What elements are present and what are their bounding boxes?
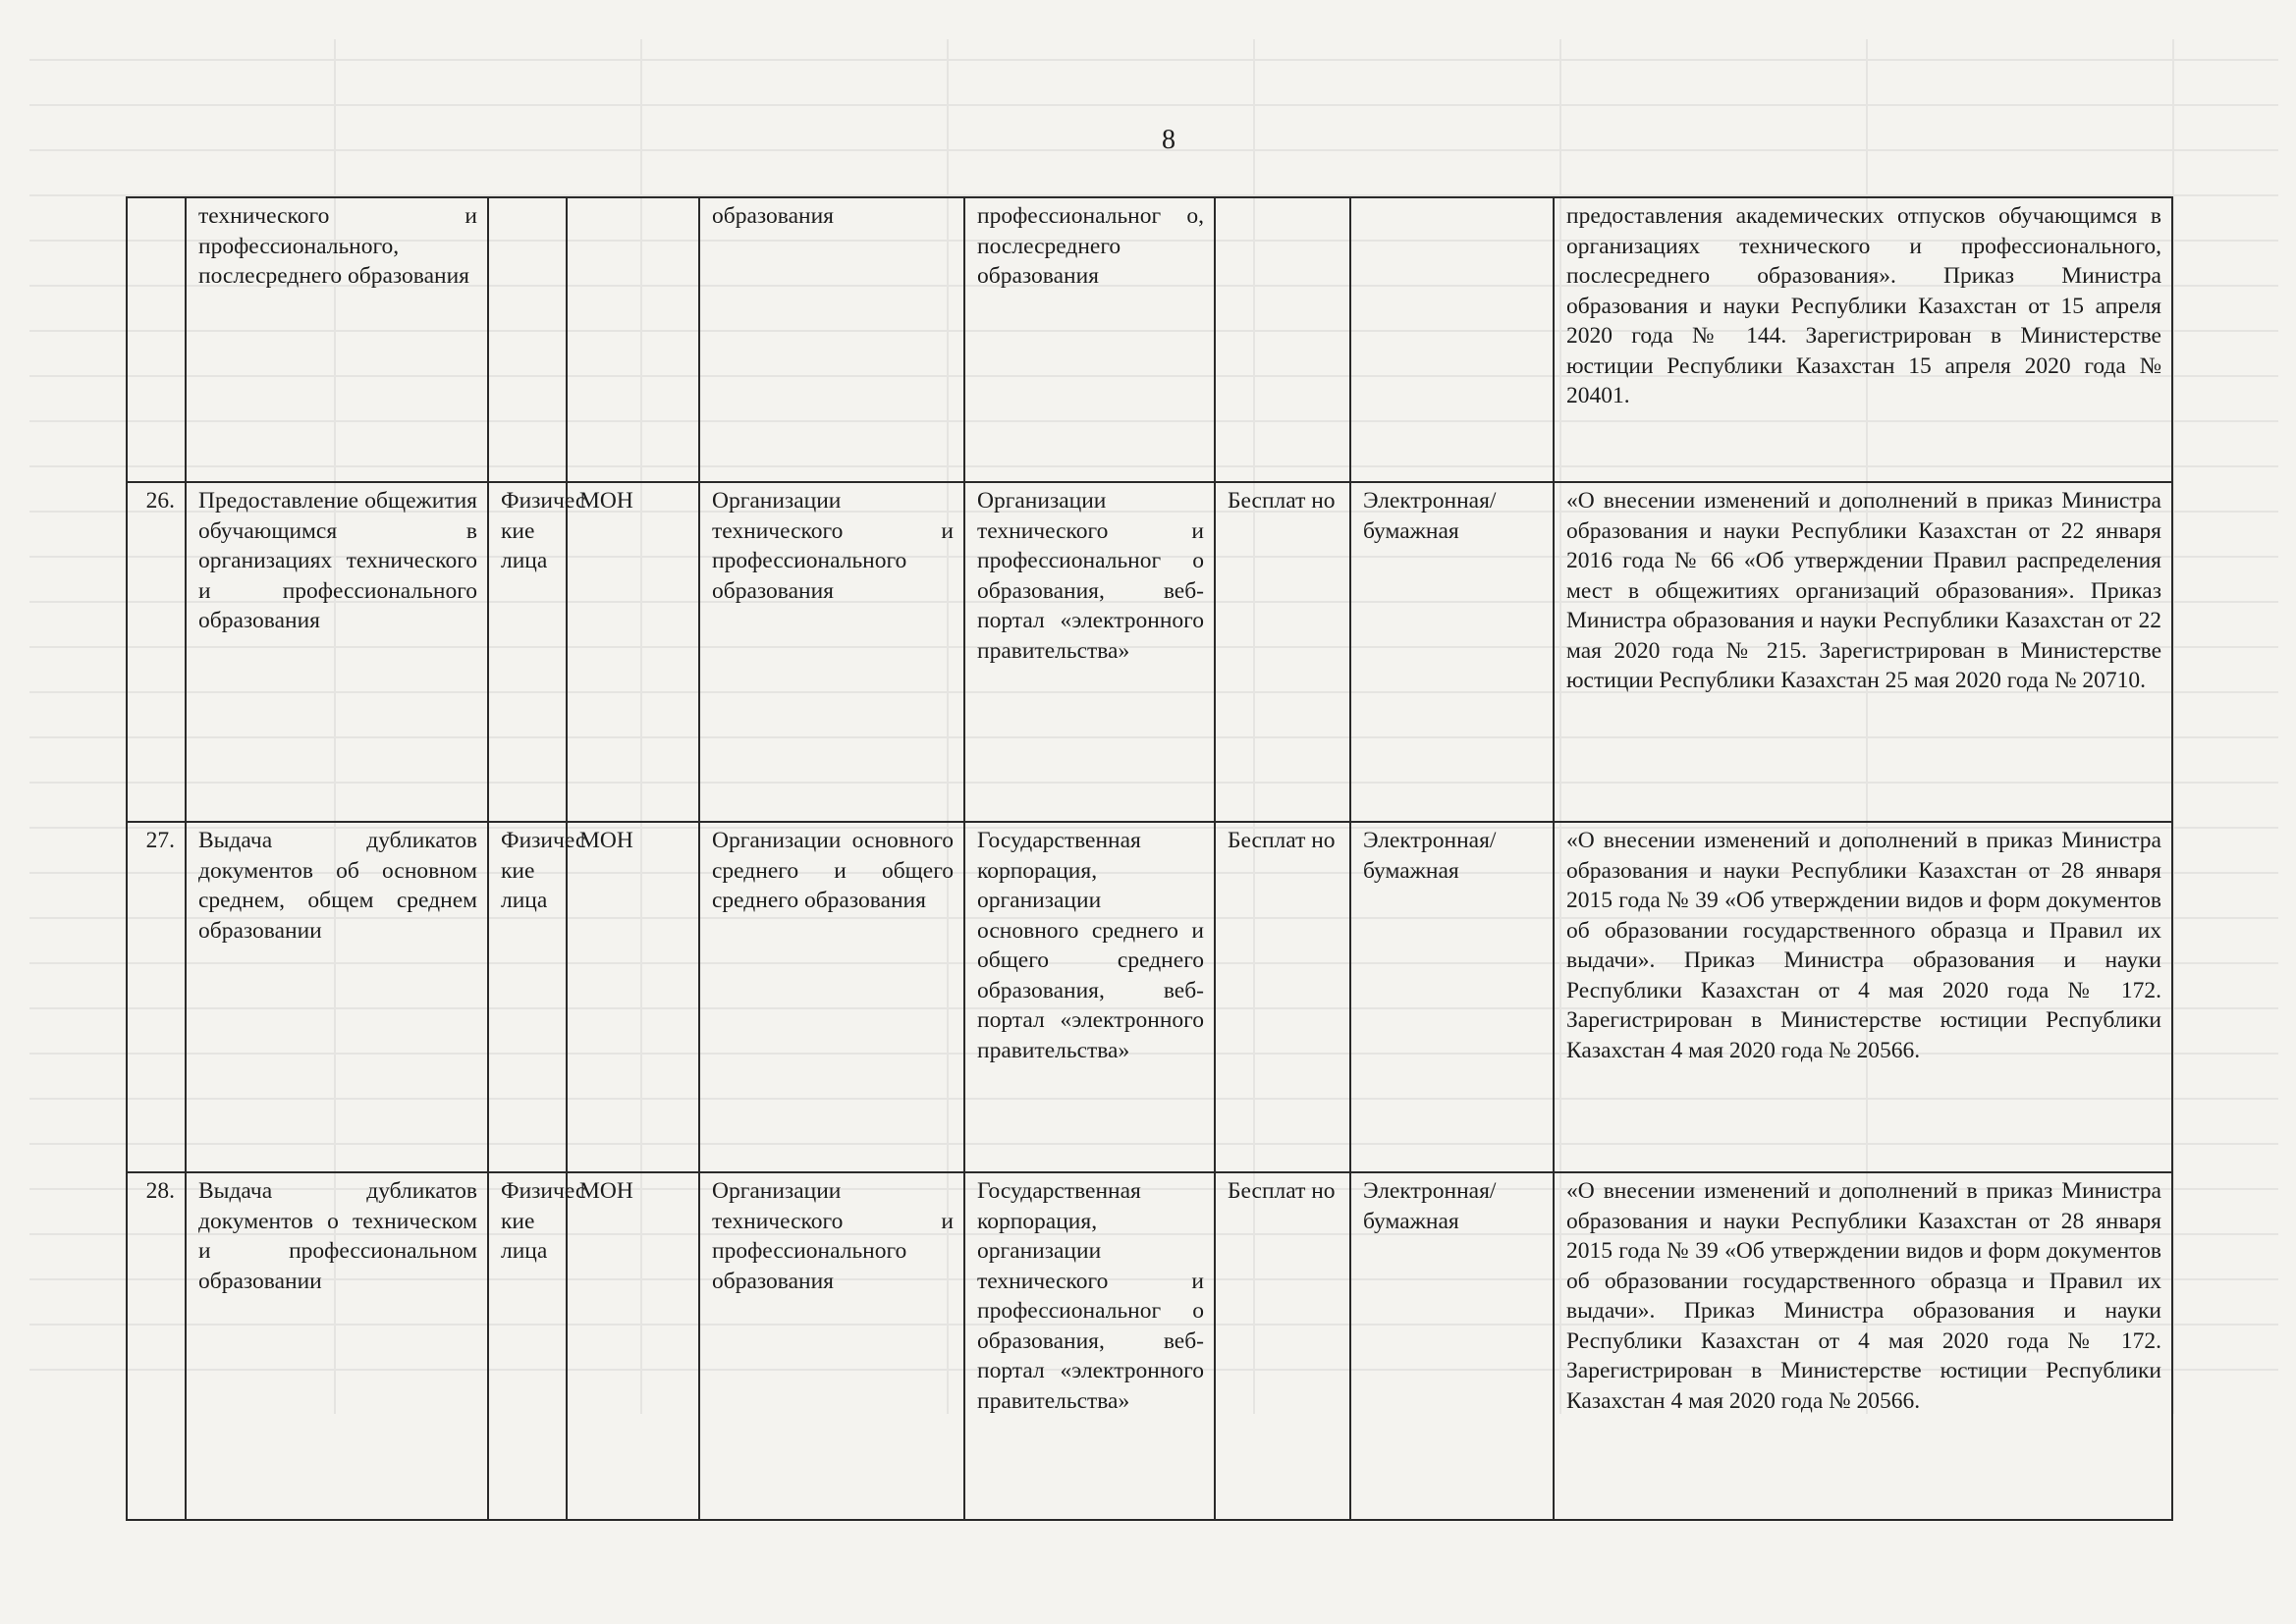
row-number: 28.: [127, 1172, 186, 1520]
legal-basis: «О внесении изменений и дополнений в приказ Министра образования и науки Республики Казахстан от 22 января 2016 года № 66 «Об утверждении Правил распределения мест в общежитиях организаций образования». Приказ Министра образования и науки Республики Казахстан от 22 мая 2020 года № 215. Зарегистрирован в Министерстве юстиции Республики Казахстан 25 мая 2020 года № 20710.: [1554, 482, 2172, 822]
service-cost: Бесплат но: [1215, 822, 1350, 1172]
row-number: [127, 197, 186, 482]
application-acceptance: профессиональног о, послесреднего образования: [964, 197, 1215, 482]
application-acceptance: Государственная корпорация, организации технического и профессиональног о образования, веб-портал «электронного правительства»: [964, 1172, 1215, 1520]
legal-basis: «О внесении изменений и дополнений в приказ Министра образования и науки Республики Казахстан от 28 января 2015 года № 39 «Об утверждении видов и форм документов об образовании государственного образца и Правил их выдачи». Приказ Министра образования и науки Республики Казахстан от 4 мая 2020 года № 172. Зарегистрирован в Министерстве юстиции Республики Казахстан 4 мая 2020 года № 20566.: [1554, 1172, 2172, 1520]
service-name: Предоставление общежития обучающимся в организациях технического и профессионального образования: [186, 482, 488, 822]
responsible-ministry: МОН: [567, 1172, 699, 1520]
service-provider: Организации основного среднего и общего среднего образования: [699, 822, 964, 1172]
service-form: [1350, 197, 1554, 482]
application-acceptance: Организации технического и профессиональног о образования, веб-портал «электронного правительства»: [964, 482, 1215, 822]
table-row: [127, 197, 2172, 482]
service-name: Выдача дубликатов документов о техническом и профессиональном образовании: [186, 1172, 488, 1520]
service-cost: [1215, 197, 1350, 482]
table-row: [127, 482, 2172, 822]
service-provider: образования: [699, 197, 964, 482]
service-form: Электронная/ бумажная: [1350, 822, 1554, 1172]
service-recipient: [488, 197, 567, 482]
service-form: Электронная/ бумажная: [1350, 482, 1554, 822]
service-recipient: Физичес кие лица: [488, 1172, 567, 1520]
application-acceptance: Государственная корпорация, организации основного среднего и общего среднего образования, веб-портал «электронного правительства»: [964, 822, 1215, 1172]
responsible-ministry: [567, 197, 699, 482]
row-number: 27.: [127, 822, 186, 1172]
table-row: [127, 1172, 2172, 1520]
public-services-table: [126, 196, 2173, 1521]
responsible-ministry: МОН: [567, 822, 699, 1172]
service-cost: Бесплат но: [1215, 1172, 1350, 1520]
service-cost: Бесплат но: [1215, 482, 1350, 822]
service-recipient: Физичес кие лица: [488, 482, 567, 822]
service-name: Выдача дубликатов документов об основном среднем, общем среднем образовании: [186, 822, 488, 1172]
service-recipient: Физичес кие лица: [488, 822, 567, 1172]
responsible-ministry: МОН: [567, 482, 699, 822]
legal-basis: «О внесении изменений и дополнений в приказ Министра образования и науки Республики Казахстан от 28 января 2015 года № 39 «Об утверждении видов и форм документов об образовании государственного образца и Правил их выдачи». Приказ Министра образования и науки Республики Казахстан от 4 мая 2020 года № 172. Зарегистрирован в Министерстве юстиции Республики Казахстан 4 мая 2020 года № 20566.: [1554, 822, 2172, 1172]
page-number: 8: [1162, 125, 1175, 155]
service-name: технического и профессионального, послесреднего образования: [186, 197, 488, 482]
row-number: 26.: [127, 482, 186, 822]
service-provider: Организации технического и профессионального образования: [699, 482, 964, 822]
table-row: [127, 822, 2172, 1172]
service-provider: Организации технического и профессионального образования: [699, 1172, 964, 1520]
legal-basis: предоставления академических отпусков обучающимся в организациях технического и профессионального, послесреднего образования». Приказ Министра образования и науки Республики Казахстан от 15 апреля 2020 года № 144. Зарегистрирован в Министерстве юстиции Республики Казахстан 15 апреля 2020 года № 20401.: [1554, 197, 2172, 482]
service-form: Электронная/ бумажная: [1350, 1172, 1554, 1520]
